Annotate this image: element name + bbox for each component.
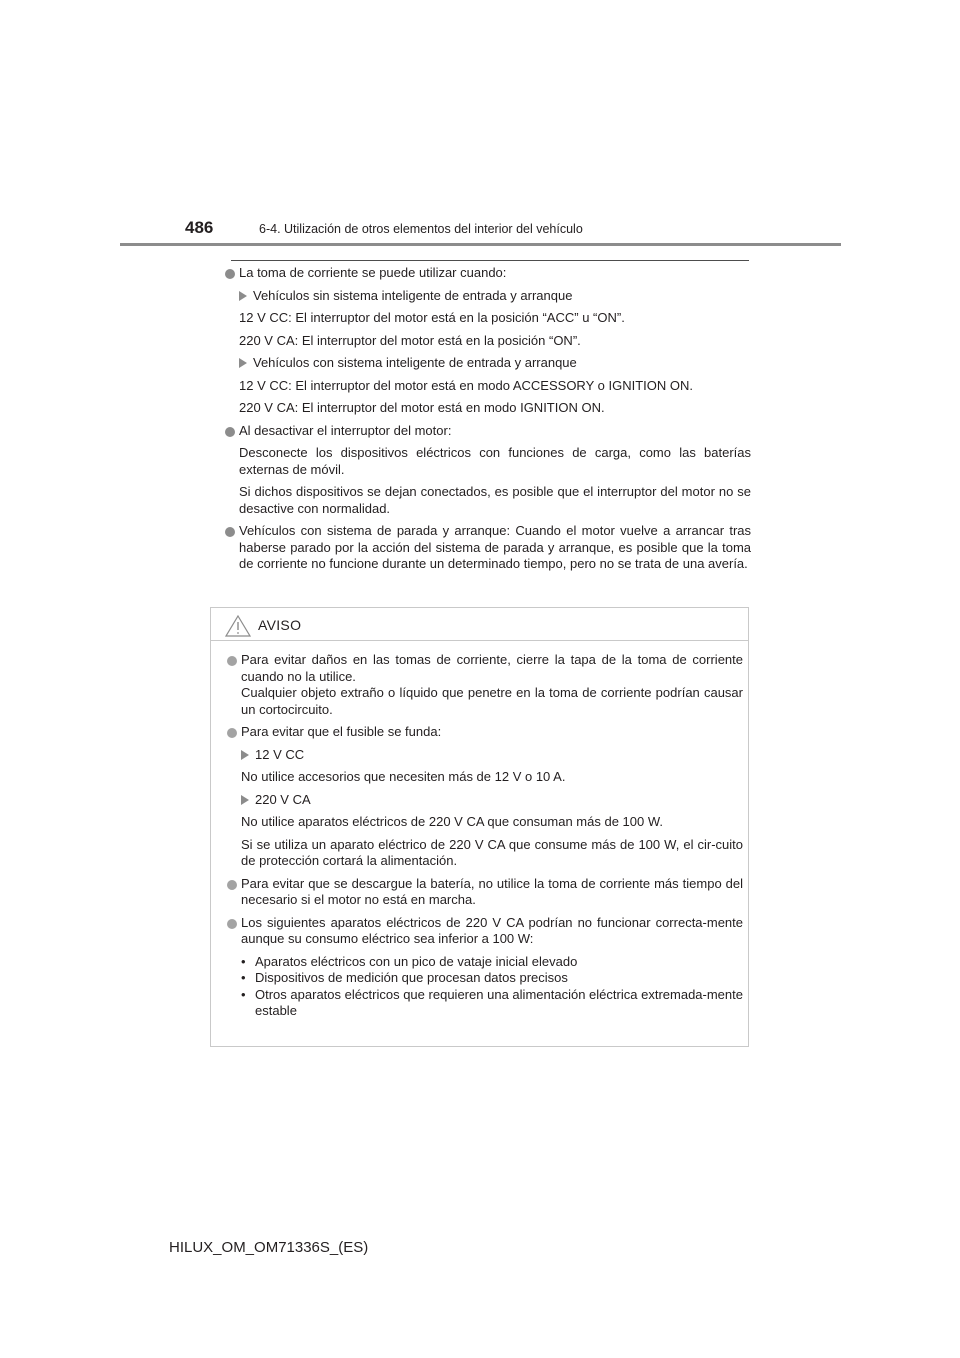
item-text: Para evitar daños en las tomas de corriente, cierre la tapa de la toma de corriente cuando no la utilice. xyxy=(241,652,743,684)
circle-bullet-icon xyxy=(227,728,237,738)
warning-content xyxy=(227,652,743,1026)
sub-heading-text: Vehículos sin sistema inteligente de entrada y arranque xyxy=(253,287,573,303)
list-item xyxy=(227,724,743,741)
sub-heading xyxy=(227,747,743,764)
bullet-item xyxy=(241,970,743,987)
arrow-right-icon xyxy=(241,750,249,760)
sub-heading xyxy=(225,355,751,372)
list-item xyxy=(227,915,743,948)
list-item xyxy=(225,265,751,282)
item-text: Al desactivar el interruptor del motor: xyxy=(239,422,452,438)
body-content xyxy=(225,265,751,579)
list-item xyxy=(227,876,743,909)
sub-heading xyxy=(227,792,743,809)
circle-bullet-icon xyxy=(227,656,237,666)
sub-heading-text: 220 V CA xyxy=(255,791,311,807)
paragraph: Desconecte los dispositivos eléctricos con funciones de carga, como las baterías externas de móvil. xyxy=(239,445,751,477)
bullet-item xyxy=(241,987,743,1020)
paragraph: 220 V CA: El interruptor del motor está en modo IGNITION ON. xyxy=(239,400,605,415)
list-item xyxy=(225,423,751,440)
warning-header xyxy=(211,608,748,641)
list-item xyxy=(227,652,743,718)
sub-heading-text: Vehículos con sistema inteligente de entrada y arranque xyxy=(253,355,577,370)
paragraph: 12 V CC: El interruptor del motor está en modo ACCESSORY o IGNITION ON. xyxy=(239,377,693,393)
list-item xyxy=(225,523,751,573)
paragraph: No utilice aparatos eléctricos de 220 V CA que consuman más de 100 W. xyxy=(241,814,664,829)
sub-heading xyxy=(225,288,751,305)
warning-title: AVISO xyxy=(258,617,302,633)
page-number: 486 xyxy=(185,218,214,237)
arrow-right-icon xyxy=(239,358,247,368)
warning-triangle-icon xyxy=(225,615,251,637)
arrow-right-icon xyxy=(239,291,247,301)
paragraph: Si se utiliza un aparato eléctrico de 220 V CA que consume más de 100 W, el cir-cuito de protección cortará la alimentación. xyxy=(241,836,743,868)
paragraph: No utilice accesorios que necesiten más de 12 V o 10 A. xyxy=(241,769,566,784)
bullet-text: Aparatos eléctricos con un pico de vataje inicial elevado xyxy=(255,953,578,969)
section-title: 6-4. Utilización de otros elementos del interior del vehículo xyxy=(259,222,583,236)
content-divider xyxy=(231,260,749,261)
item-text: La toma de corriente se puede utilizar cuando: xyxy=(239,265,507,280)
document-code: HILUX_OM_OM71336S_(ES) xyxy=(169,1239,369,1256)
circle-bullet-icon xyxy=(225,527,235,537)
bullet-char: • xyxy=(241,986,246,1002)
bullet-list xyxy=(227,954,743,1020)
header-divider xyxy=(120,243,841,246)
bullet-char: • xyxy=(241,970,246,985)
bullet-text: Otros aparatos eléctricos que requieren una alimentación eléctrica extremada-mente estable xyxy=(255,986,743,1018)
item-text: Para evitar que se descargue la batería, no utilice la toma de corriente más tiempo del necesario si el motor no está en marcha. xyxy=(241,875,743,907)
paragraph: 12 V CC: El interruptor del motor está en la posición “ACC” u “ON”. xyxy=(239,310,625,325)
sub-heading-text: 12 V CC xyxy=(255,746,305,762)
circle-bullet-icon xyxy=(227,880,237,890)
warning-box xyxy=(210,607,749,1047)
item-text: Los siguientes aparatos eléctricos de 220 V CA podrían no funcionar correcta-mente aunque su consumo eléctrico sea inferior a 100 W: xyxy=(241,914,743,946)
circle-bullet-icon xyxy=(225,427,235,437)
bullet-item xyxy=(241,954,743,971)
bullet-char: • xyxy=(241,953,246,969)
item-text: Vehículos con sistema de parada y arranque: Cuando el motor vuelve a arrancar tras haberse parado por la acción del sistema de parada y arranque, es posible que la toma de corriente no funcione durante un determinado tiempo, pero no se trata de una avería. xyxy=(239,523,751,571)
arrow-right-icon xyxy=(241,795,249,805)
item-text: Para evitar que el fusible se funda: xyxy=(241,724,442,739)
paragraph: Si dichos dispositivos se dejan conectados, es posible que el interruptor del motor no se desactive con normalidad. xyxy=(239,484,751,516)
circle-bullet-icon xyxy=(227,919,237,929)
circle-bullet-icon xyxy=(225,269,235,279)
paragraph: 220 V CA: El interruptor del motor está en la posición “ON”. xyxy=(239,332,581,348)
bullet-text: Dispositivos de medición que procesan datos precisos xyxy=(255,970,568,985)
item-text: Cualquier objeto extraño o líquido que penetre en la toma de corriente podrían causar un cortocircuito. xyxy=(241,685,743,717)
